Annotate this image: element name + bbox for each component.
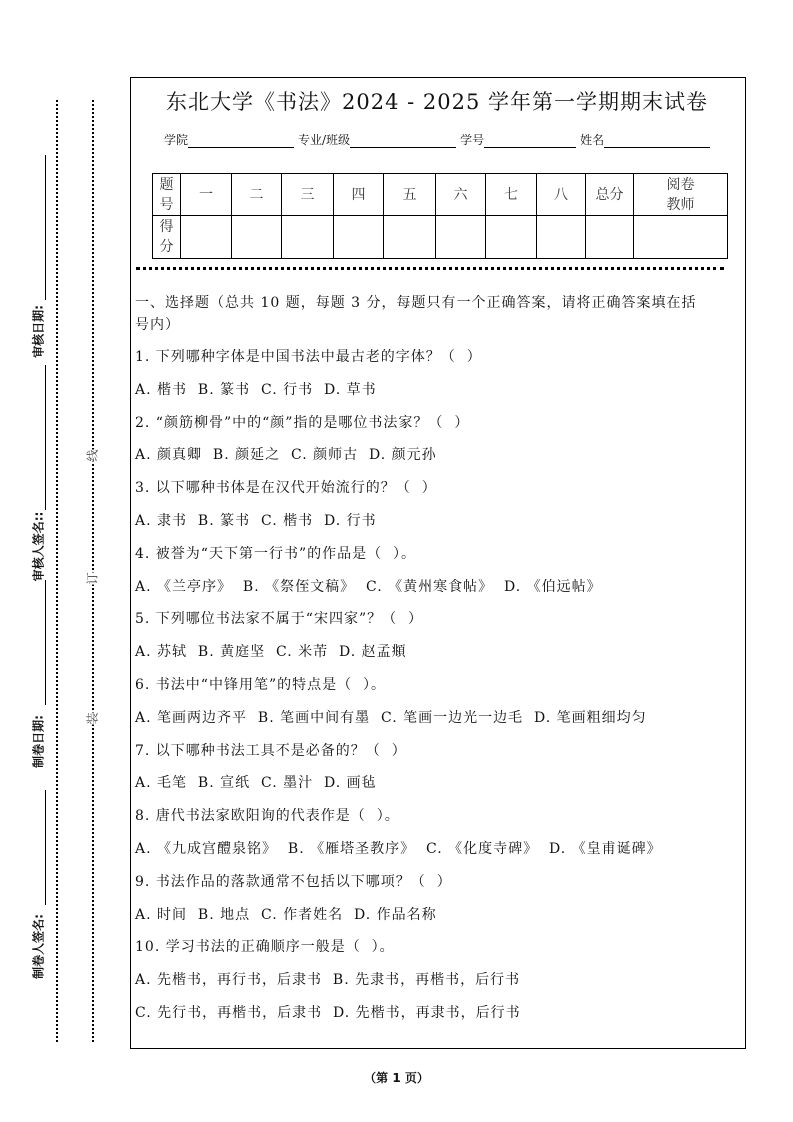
score-table	[152, 173, 728, 259]
answer-options: A. 楷书 B. 篆书 C. 行书 D. 草书	[135, 381, 377, 398]
student-info-form	[164, 131, 714, 148]
reviewer-sign-line[interactable]	[45, 365, 46, 510]
question-text: 9. 书法作品的落款通常不包括以下哪项？（ ）	[135, 873, 452, 890]
column-header: 七	[486, 174, 537, 216]
section-heading: 一、选择题（总共 10 题，每题 3 分，每题只有一个正确答案，请将正确答案填在括	[135, 295, 697, 311]
binding-dotted-line-outer	[56, 100, 58, 1042]
column-header: 六	[436, 174, 486, 216]
score-cell[interactable]	[436, 216, 486, 259]
name-label: 姓名	[580, 133, 605, 147]
answer-options: A. 笔画两边齐平 B. 笔画中间有墨 C. 笔画一边光一边毛 D. 笔画粗细均匀	[135, 709, 647, 726]
college-label: 学院	[164, 133, 189, 147]
question-text: 5. 下列哪位书法家不属于“宋四家”？（ ）	[135, 611, 424, 628]
score-table-header-row	[153, 174, 728, 216]
question-text: 10. 学习书法的正确顺序一般是（ ）。	[135, 939, 395, 956]
column-header: 三	[282, 174, 334, 216]
question-text: 4. 被誉为“天下第一行书”的作品是（ ）。	[135, 545, 417, 562]
answer-options: A. 苏轼 B. 黄庭坚 C. 米芾 D. 赵孟頫	[135, 644, 407, 661]
answer-options: A. 时间 B. 地点 C. 作者姓名 D. 作品名称	[135, 906, 437, 923]
column-header: 四	[334, 174, 384, 216]
separator-dotted-line	[136, 267, 724, 270]
column-header: 总分	[586, 174, 634, 216]
binding-mark-line: 线	[85, 449, 100, 462]
score-cell[interactable]	[334, 216, 384, 259]
name-field[interactable]	[604, 133, 710, 148]
column-header: 一	[181, 174, 232, 216]
major-label: 专业/班级	[298, 133, 351, 147]
question-text: 2. “颜筋柳骨”中的“颜”指的是哪位书法家？（ ）	[135, 414, 470, 431]
student-id-label: 学号	[460, 133, 485, 147]
binding-dotted-line-inner	[92, 100, 94, 1042]
make-date-line[interactable]	[45, 580, 46, 705]
reviewer-sign-label: 审核人签名::	[31, 511, 46, 582]
score-cell[interactable]	[181, 216, 232, 259]
review-date-label: 审核日期:	[31, 305, 46, 358]
maker-sign-line[interactable]	[45, 790, 46, 905]
score-cell[interactable]	[232, 216, 282, 259]
answer-options: A. 毛笔 B. 宣纸 C. 墨汁 D. 画毡	[135, 775, 377, 792]
score-cell[interactable]	[486, 216, 537, 259]
column-header: 阅卷教师	[634, 174, 728, 216]
binding-mark-pack: 装	[85, 712, 100, 725]
score-cell[interactable]	[384, 216, 436, 259]
score-cell[interactable]	[537, 216, 586, 259]
score-cell[interactable]	[634, 216, 728, 259]
section-heading-cont: 号内）	[135, 317, 180, 333]
score-cell[interactable]	[282, 216, 334, 259]
question-text: 1. 下列哪种字体是中国书法中最古老的字体？（ ）	[135, 349, 482, 365]
answer-options: A. 《九成宫醴泉铭》 B. 《雁塔圣教序》 C. 《化度寺碑》 D. 《皇甫诞碑》	[135, 841, 662, 857]
question-text: 6. 书法中“中锋用笔”的特点是（ ）。	[135, 677, 387, 693]
student-id-field[interactable]	[484, 133, 576, 148]
answer-options: C. 先行书，再楷书，后隶书 D. 先楷书，再隶书，后行书	[135, 1005, 521, 1021]
major-field[interactable]	[350, 133, 456, 148]
score-label: 得分	[153, 216, 181, 259]
review-date-line[interactable]	[45, 155, 46, 300]
answer-options: A. 隶书 B. 篆书 C. 楷书 D. 行书	[135, 513, 377, 529]
make-date-label: 制卷日期:	[31, 715, 46, 768]
column-header: 八	[537, 174, 586, 216]
question-text: 7. 以下哪种书法工具不是必备的？（ ）	[135, 742, 407, 759]
exam-title: 东北大学《书法》2024 - 2025 学年第一学期期末试卷	[165, 90, 708, 114]
column-header: 五	[384, 174, 436, 216]
question-text: 3. 以下哪种书体是在汉代开始流行的？（ ）	[135, 480, 437, 497]
score-cell[interactable]	[586, 216, 634, 259]
column-header: 二	[232, 174, 282, 216]
question-text: 8. 唐代书法家欧阳询的代表作是（ ）。	[135, 808, 400, 825]
answer-options: A. 颜真卿 B. 颜延之 C. 颜师古 D. 颜元孙	[135, 447, 437, 464]
maker-sign-label: 制卷人签名:	[31, 914, 46, 979]
page-number: （第 1 页）	[364, 1071, 429, 1085]
binding-mark-order: 订	[85, 572, 100, 585]
answer-options: A. 《兰亭序》 B. 《祭侄文稿》 C. 《黄州寒食帖》 D. 《伯远帖》	[135, 578, 602, 595]
answer-options: A. 先楷书，再行书，后隶书 B. 先隶书，再楷书，后行书	[135, 972, 521, 989]
question-number-label: 题号	[153, 174, 181, 216]
score-table-score-row	[153, 216, 728, 259]
college-field[interactable]	[188, 133, 294, 148]
